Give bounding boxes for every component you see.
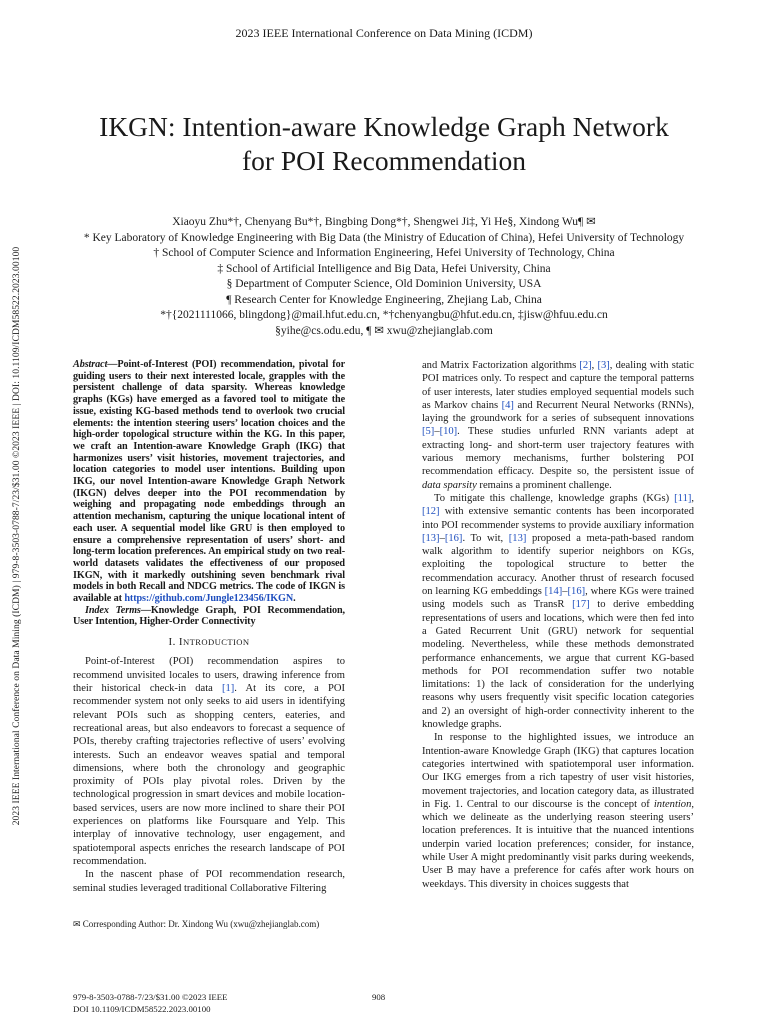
intro-paragraph-3: To mitigate this challenge, knowledge graphs (KGs) [11], [12] with extensive semantic contents has been incorporated into POI recommender systems to provide auxiliary information [13]–[16]. To wit, [13] proposed a meta-path-based random walk algorithm to identify superior neighbors on KGs, exploiting the topological structure to better the recommendation accuracy. Another thrust of research focused on learning KG embeddings [14]–[16], where KGs were trained using models such as TransR [17] to derive embedding representations of users and locations, which were then fed into a Gated Recurrent Unit (GRU) network for sequential modeling. Nevertheless, while these methods demonstrated performance enhancements, we argue that current KG-based methods for POI recommendation suffer two notable limitations: 1) the lack of consideration for the underlying reasons why users frequently visit specific location categories and 2) an oversight of high-order connectivity inherent to the knowledge graphs. <box>422 492 695 731</box>
side-citation-strip: 2023 IEEE International Conference on Data Mining (ICDM) | 979-8-3503-0788-7/23/$31.00 ©2023 IEEE | DOI: 10.1109/ICDM58522.2023.00100 <box>11 246 22 826</box>
affiliation-5: ¶ Research Center for Knowledge Engineering, Zhejiang Lab, China <box>226 293 542 306</box>
intro-paragraph-1: Point-of-Interest (POI) recommendation aspires to recommend unvisited locales to users, drawing inference from their historical check-in data [1]. At its core, a POI recommender system not only seeks to aid users in identifying relevant POIs such as shopping centers, eateries, and recreational areas, but also endeavors to forecast a sequence of POIs, thereby crafting trajectories reflective of users’ evolving interests. Such an endeavor weaves spatial and temporal dimensions, where both the chronology and geographic proximity of POIs play pivotal roles. Driven by the technological progression in smart devices and mobile location-based services, users are now more inclined to share their POI experiences on platforms like Foursquare and Yelp. This interplay of innovative technology, user engagement, and spatiotemporal aspects enriches the research landscape of POI recommendation. <box>73 656 345 867</box>
right-column <box>422 359 694 891</box>
abstract-end: . <box>293 593 296 605</box>
citation-link[interactable]: [16] <box>567 586 586 598</box>
title-line-2: for POI Recommendation <box>241 145 527 176</box>
citation-link[interactable]: [2] <box>579 360 592 371</box>
intro-paragraph-2: In the nascent phase of POI recommendation research, seminal studies leveraged traditional Collaborative Filtering <box>73 869 345 894</box>
abstract <box>73 359 345 605</box>
affiliation-1: * Key Laboratory of Knowledge Engineering with Big Data (the Ministry of Education of China), Hefei University of Technology <box>83 231 685 244</box>
paper-title <box>40 110 728 178</box>
citation-link[interactable]: [5] <box>422 426 435 438</box>
index-terms-text: —Knowledge Graph, POI Recommendation, User Intention, Higher-Order Connectivity <box>73 604 345 628</box>
citation-link[interactable]: [13] <box>422 532 440 544</box>
affiliation-2: † School of Computer Science and Information Engineering, Hefei University of Technology, China <box>153 247 615 259</box>
citation-link[interactable]: [1] <box>221 683 235 695</box>
corresponding-author-footnote: ✉ Corresponding Author: Dr. Xindong Wu (xwu@zhejianglab.com) <box>73 919 320 929</box>
author-names: Xiaoyu Zhu*†, Chenyang Bu*†, Bingbing Dong*†, Shengwei Ji‡, Yi He§, Xindong Wu¶ ✉ <box>172 216 596 228</box>
citation-link[interactable]: [3] <box>597 360 610 371</box>
index-terms-label: Index Terms <box>85 604 141 616</box>
citation-link[interactable]: [13] <box>508 532 527 544</box>
intro-paragraph-4: In response to the highlighted issues, we introduce an Intention-aware Knowledge Graph (IKG) that captures location categories intertwined with spatiotemporal user information. Our IKG emerges from a rich tapestry of user visit histories, movement trajectories, and location category data, as illustrated in Fig. 1. Central to our discourse is the concept of intention, which we delineate as the underlying reason steering users’ location preferences. It is intuitive that the nuanced intentions underpin varied location preferences; consider, for instance, while User A might predominantly visit parks during weekends, User B may have a preference for cafés after work hours on weekdays. This diversity in choices suggests that <box>422 732 694 890</box>
left-column <box>73 359 345 895</box>
conference-header: 2023 IEEE International Conference on Data Mining (ICDM) <box>235 26 533 40</box>
author-block <box>20 215 748 339</box>
citation-link[interactable]: [12] <box>422 506 440 518</box>
citation-link[interactable]: [4] <box>501 399 514 411</box>
citation-link[interactable]: [11] <box>674 492 692 504</box>
page-number: 908 <box>372 992 386 1002</box>
author-emails-1: *†{2021111066, blingdong}@mail.hfut.edu.cn, *†chenyangbu@hfut.edu.cn, ‡jisw@hfuu.edu.cn <box>160 309 608 321</box>
doi-line: DOI 10.1109/ICDM58522.2023.00100 <box>73 1003 211 1014</box>
index-terms <box>73 605 345 628</box>
citation-link[interactable]: [14] <box>544 586 563 598</box>
citation-link[interactable]: [17] <box>572 599 590 611</box>
copyright-info <box>73 992 228 1015</box>
citation-link[interactable]: [16] <box>444 532 463 544</box>
title-line-1: IKGN: Intention-aware Knowledge Graph Network <box>99 111 669 142</box>
code-link[interactable]: https://github.com/Jungle123456/IKGN <box>124 593 294 605</box>
affiliation-4: § Department of Computer Science, Old Dominion University, USA <box>226 278 542 290</box>
section-heading-introduction: I. INTRODUCTION <box>168 636 250 649</box>
intro-paragraph-2-cont: and Matrix Factorization algorithms [2], [3], dealing with static POI matrices only. To respect and capture the temporal patterns of user interests, later studies employed sequential models such as Markov chains [4] and Recurrent Neural Networks (RNNs), laying the groundwork for a series of subsequent innovations [5]–[10]. These studies unfurled RNN variants adept at extracting long- and short-term user trajectory features with various memory mechanisms, further bolstering POI recommendation efficacy. Despite so, the persistent issue of data sparsity remains a prominent challenge. <box>422 360 694 491</box>
isbn-line: 979-8-3503-0788-7/23/$31.00 ©2023 IEEE <box>73 992 228 1002</box>
abstract-text: —Point-of-Interest (POI) recommendation, pivotal for guiding users to their next interested locale, grapples with the persistent challenge of data sparsity. Whereas knowledge graphs (KGs) have emerged as a favored tool to mitigate the issue, existing KG-based methods tend to overlook two crucial elements: the intention steering users’ location choices and the high-order topological structure within the KG. In this paper, we craft an Intention-aware Knowledge Graph (IKG) that harmonizes users’ visit histories, movement trajectories, and location categories to model user intentions. Building upon IKG, our novel Intention-aware Knowledge Graph Network (IKGN) delves deeper into the POI recommendation by weighing and propagating node embeddings through an attention mechanism, capturing the unique locational intent of each user. A sequential model like GRU is then employed to ensure a comprehensive representation of users’ short- and long-term location preferences. An empirical study on two real-world datasets validates the effectiveness of our proposed IKGN, with it markedly outshining seven benchmark rival models in both Recall and NDCG metrics. The code of IKGN is available at <box>73 359 345 605</box>
affiliation-3: ‡ School of Artificial Intelligence and Big Data, Hefei University, China <box>217 262 551 275</box>
abstract-label: Abstract <box>73 359 108 370</box>
citation-link[interactable]: [10] <box>439 426 458 438</box>
author-emails-2: §yihe@cs.odu.edu, ¶ ✉ xwu@zhejianglab.com <box>275 324 493 337</box>
